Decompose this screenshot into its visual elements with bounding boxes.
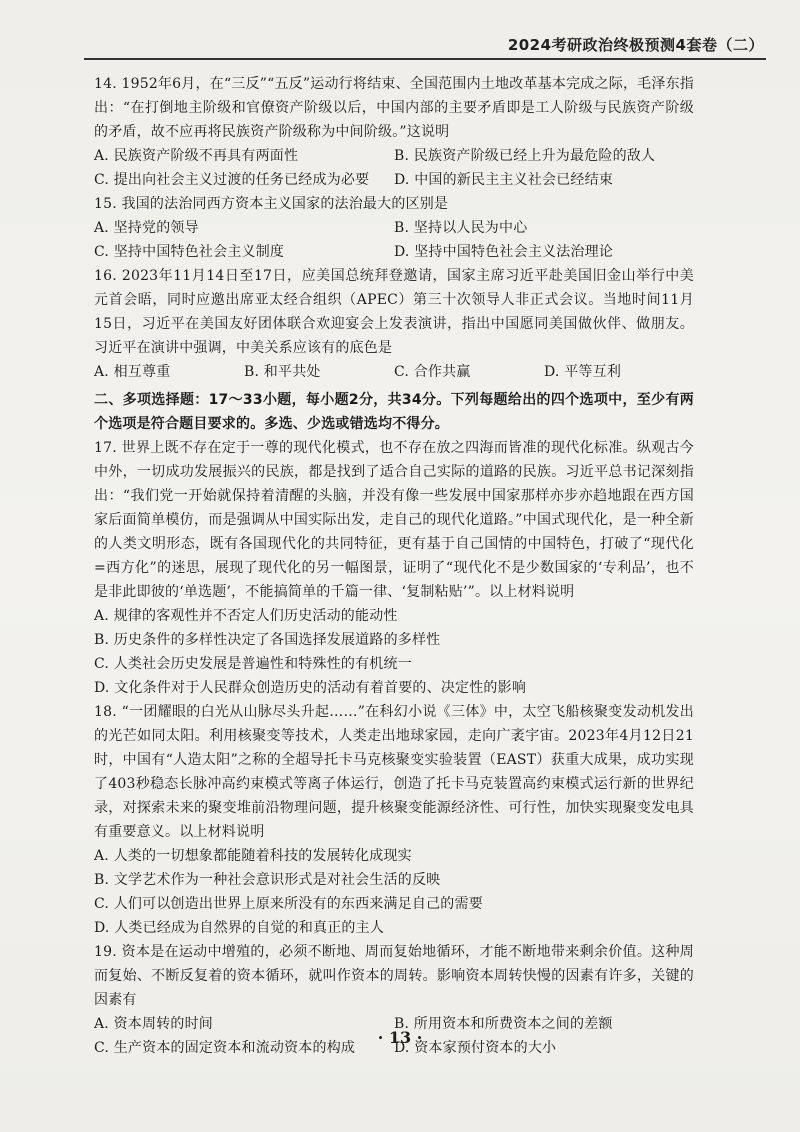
question-17-option-c: C. 人类社会历史发展是普遍性和特殊性的有机统一 <box>94 656 412 672</box>
question-14-stem: 14. 1952年6月，在“三反”“五反”运动行将结束、全国范围内土地改革基本完成之际，毛泽东指出：“在打倒地主阶级和官僚资产阶级以后，中国内部的主要矛盾即是工人阶级与民族资产阶级的矛盾，故不应再将民族资产阶级称为中间阶级。”这说明 <box>94 76 694 140</box>
question-14 <box>94 72 694 192</box>
question-17 <box>94 436 694 700</box>
question-15-option-a: A. 坚持党的领导 <box>94 220 199 236</box>
question-16-option-c: C. 合作共赢 <box>394 364 471 380</box>
question-18-option-b: B. 文学艺术作为一种社会意识形式是对社会生活的反映 <box>94 872 441 888</box>
question-18-option-a: A. 人类的一切想象都能随着科技的发展转化成现实 <box>94 848 412 864</box>
section-heading-multiple-choice: 二、多项选择题：17～33小题，每小题2分，共34分。下列每题给出的四个选项中，至少有两个选项是符合题目要求的。多选、少选或错选均不得分。 <box>94 392 694 432</box>
question-15-option-c: C. 坚持中国特色社会主义制度 <box>94 244 285 260</box>
question-15-option-b: B. 坚持以人民为中心 <box>394 220 528 236</box>
question-18 <box>94 700 694 940</box>
header-rule <box>84 58 766 60</box>
question-19-stem: 19. 资本是在运动中增殖的，必须不断地、周而复始地循环，才能不断地带来剩余价值。这种周而复始、不断反复着的资本循环，就叫作资本的周转。影响资本周转快慢的因素有许多，关键的因素有 <box>94 944 694 1008</box>
question-14-option-d: D. 中国的新民主主义社会已经结束 <box>394 172 614 188</box>
question-19-option-b: B. 所用资本和所费资本之间的差额 <box>394 1016 613 1032</box>
page-content <box>94 72 694 1060</box>
question-15-options <box>94 216 694 264</box>
question-14-options <box>94 144 694 192</box>
question-18-stem: 18. “一团耀眼的白光从山脉尽头升起……”在科幻小说《三体》中，太空飞船核聚变发动机发出的光芒如同太阳。利用核聚变等技术，人类走出地球家园，走向广袤宇宙。2023年4月12日21时，中国有“人造太阳”之称的全超导托卡马克核聚变实验装置（EAST）获重大成果，成功实现了403秒稳态长脉冲高约束模式等离子体运行，创造了托卡马克装置高约束模式运行新的世界纪录，对探索未来的聚变堆前沿物理问题，提升核聚变能源经济性、可行性，加快实现聚变发电具有重要意义。以上材料说明 <box>94 704 694 840</box>
question-15-stem: 15. 我国的法治同西方资本主义国家的法治最大的区别是 <box>94 196 449 212</box>
question-17-option-d: D. 文化条件对于人民群众创造历史的活动有着首要的、决定性的影响 <box>94 680 527 696</box>
question-15 <box>94 192 694 264</box>
page-number: · 13 · <box>377 1028 423 1047</box>
question-16-options <box>94 360 694 384</box>
page-header-title: 2024考研政治终极预测4套卷（二） <box>507 36 764 54</box>
question-18-option-d: D. 人类已经成为自然界的自觉的和真正的主人 <box>94 920 385 936</box>
question-17-option-a: A. 规律的客观性并不否定人们历史活动的能动性 <box>94 608 398 624</box>
question-16-stem: 16. 2023年11月14日至17日，应美国总统拜登邀请，国家主席习近平赴美国旧金山举行中美元首会晤，同时应邀出席亚太经合组织（APEC）第三十次领导人非正式会议。当地时间11月15日，习近平在美国友好团体联合欢迎宴会上发表演讲，指出中国愿同美国做伙伴、做朋友。习近平在演讲中强调，中美关系应该有的底色是 <box>94 268 694 356</box>
question-17-stem: 17. 世界上既不存在定于一尊的现代化模式，也不存在放之四海而皆准的现代化标准。纵观古今中外，一切成功发展振兴的民族，都是找到了适合自己实际的道路的民族。习近平总书记深刻指出：“我们党一开始就保持着清醒的头脑，并没有像一些发展中国家那样亦步亦趋地跟在西方国家后面简单模仿，而是强调从中国实际出发，走自己的现代化道路。”中国式现代化，是一种全新的人类文明形态，既有各国现代化的共同特征，更有基于自己国情的中国特色，打破了“现代化=西方化”的迷思，展现了现代化的另一幅图景，证明了“现代化不是少数国家的‘专利品’，也不是非此即彼的‘单选题’，不能搞简单的千篇一律、‘复制粘贴’”。以上材料说明 <box>94 440 694 600</box>
question-19-option-a: A. 资本周转的时间 <box>94 1016 214 1032</box>
question-14-option-c: C. 提出向社会主义过渡的任务已经成为必要 <box>94 172 370 188</box>
question-17-option-b: B. 历史条件的多样性决定了各国选择发展道路的多样性 <box>94 632 441 648</box>
question-19-option-c: C. 生产资本的固定资本和流动资本的构成 <box>94 1040 356 1056</box>
question-16-option-a: A. 相互尊重 <box>94 364 171 380</box>
question-15-option-d: D. 坚持中国特色社会主义法治理论 <box>394 244 614 260</box>
question-18-option-c: C. 人们可以创造出世界上原来所没有的东西来满足自己的需要 <box>94 896 483 912</box>
question-14-option-b: B. 民族资产阶级已经上升为最危险的敌人 <box>394 148 656 164</box>
question-16-option-d: D. 平等互利 <box>544 364 622 380</box>
question-16 <box>94 264 694 384</box>
question-19-option-d: D. 资本家预付资本的大小 <box>394 1040 557 1056</box>
question-14-option-a: A. 民族资产阶级不再具有两面性 <box>94 148 299 164</box>
question-16-option-b: B. 和平共处 <box>244 364 321 380</box>
